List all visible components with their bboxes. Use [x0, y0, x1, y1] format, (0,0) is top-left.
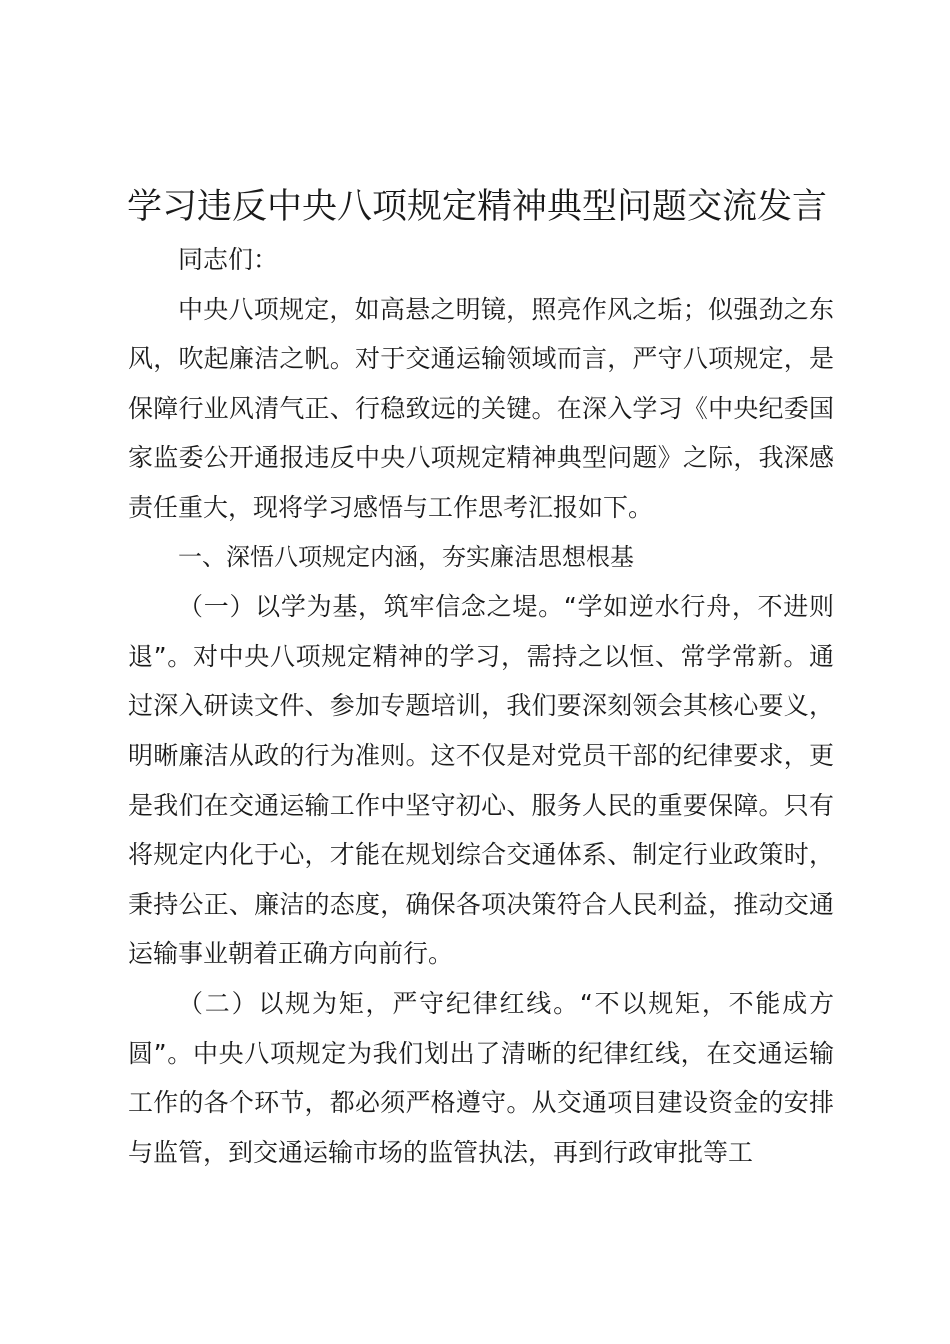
paragraph-intro: 中央八项规定，如高悬之明镜，照亮作风之垢；似强劲之东风，吹起廉洁之帆。对于交通运输领域而言，严守八项规定，是保障行业风清气正、行稳致远的关键。在深入学习《中央纪委国家监委公开通报违反中央八项规定精神典型问题》之际，我深感责任重大，现将学习感悟与工作思考汇报如下。	[128, 294, 834, 522]
document-title: 学习违反中央八项规定精神典型问题交流发言	[127, 187, 828, 227]
paragraph-section-1-1: （一）以学为基，筑牢信念之堤。“学如逆水行舟，不进则退”。对中央八项规定精神的学习，需持之以恒、常学常新。通过深入研读文件、参加专题培训，我们要深刻领会其核心要义，明晰廉洁从政的行为准则。这不仅是对党员干部的纪律要求，更是我们在交通运输工作中坚守初心、服务人民的重要保障。只有将规定内化于心，才能在规划综合交通体系、制定行业政策时，秉持公正、廉洁的态度，确保各项决策符合人民利益，推动交通运输事业朝着正确方向前行。	[128, 592, 834, 969]
paragraph-section-1-2: （二）以规为矩，严守纪律红线。“不以规矩，不能成方圆”。中央八项规定为我们划出了清晰的纪律红线，在交通运输工作的各个环节，都必须严格遵守。从交通项目建设资金的安排与监管，到交通运输市场的监管执法，再到行政审批等工	[128, 988, 834, 1167]
document-body	[128, 235, 834, 1177]
salutation: 同志们：	[178, 245, 279, 274]
section-heading-1: 一、深悟八项规定内涵，夯实廉洁思想根基	[178, 542, 634, 571]
